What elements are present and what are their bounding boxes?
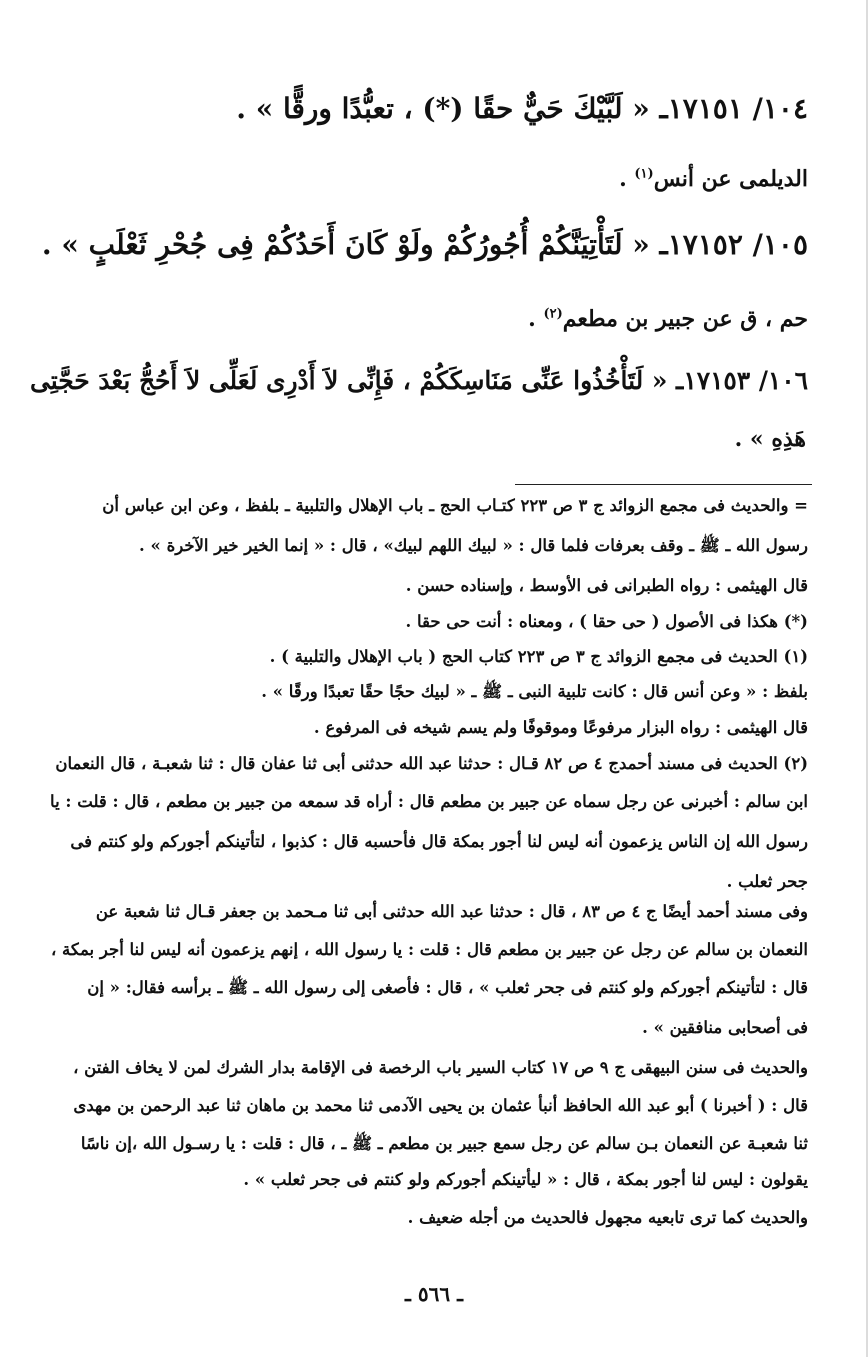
footnote-line: قال الهيثمى : رواه الطبرانى فى الأوسط ، وإسناده حسن . xyxy=(405,576,808,595)
footnote-line: والحديث فى سنن البيهقى ج ٩ ص ١٧ كتاب السير باب الرخصة فى الإقامة بدار الشرك لمن لا يخاف الفتن ، xyxy=(73,1058,808,1077)
footnote-ref: (٢) xyxy=(543,306,563,322)
source-text: الديلمى عن أنس xyxy=(653,166,808,192)
footnote-line: ابن سالم : أخبرنى عن رجل سماه عن جبير بن مطعم قال : أراه قد سمعه من جبير بن مطعم ، قال : قلت : يا xyxy=(50,792,808,811)
footnote-line: رسول الله إن الناس يزعمون أنه ليس لنا أجور بمكة قال فأحسبه قال : كذبوا ، لتأتينكم أجوركم ولو كنتم فى xyxy=(70,832,808,851)
footnote-line: بلفظ : « وعن أنس قال : كانت تلبية النبى ـ ﷺ ـ « لبيك حجًا حقًا تعبدًا ورقًا » . xyxy=(261,682,808,701)
hadith-text: ١٠٤/ ١٧١٥١ـ « لَبَّيْكَ حَيٌّ حقًا (*) ، تعبُّدًا ورقًّا » . xyxy=(236,92,808,125)
hadith-text: ١٠٥/ ١٧١٥٢ـ « لَتَأْتِيَنَّكُمْ أُجُورُكُمْ ولَوْ كَانَ أَحَدُكُمْ فِى جُحْرِ ثَعْلَبٍ » . xyxy=(41,228,808,261)
hadith-entry-105 xyxy=(42,228,808,261)
source-end: . xyxy=(528,306,544,332)
footnote-line: رسول الله ـ ﷺ ـ وقف بعرفات فلما قال : « لبيك اللهم لبيك» ، قال : « إنما الخير خير الآخرة » . xyxy=(139,536,808,555)
footnote-line: ثنا شعبـة عن النعمان بـن سالم عن رجل سمع جبير بن مطعم ـ ﷺ ـ ، قال : قلت : يا رسـول الله ،إن ناسًا xyxy=(80,1134,808,1153)
footnote-ref: (١) xyxy=(634,166,654,182)
footnote-line: يقولون : ليس لنا أجور بمكة ، قال : « ليأتينكم أجوركم ولو كنتم فى جحر ثعلب » . xyxy=(243,1170,808,1189)
footnote-line: وفى مسند أحمد أيضًا ج ٤ ص ٨٣ ، قال : حدثنا عبد الله حدثنى أبى ثنا مـحمد بن جعفر قـال ثنا شعبة عن xyxy=(95,902,808,921)
footnote-line: قال : لتأتينكم أجوركم ولو كنتم فى جحر ثعلب » ، قال : فأصغى إلى رسول الله ـ ﷺ ـ برأسه فقال: « إن xyxy=(87,978,808,997)
footnote-line: (١) الحديث فى مجمع الزوائد ج ٣ ص ٢٢٣ كتاب الحج ( باب الإهلال والتلبية ) . xyxy=(269,647,808,666)
hadith-text: ١٠٦/ ١٧١٥٣ـ « لَتَأْخُذُوا عَنِّى مَنَاسِكَكُمْ ، فَإِنِّى لاَ أَدْرِى لَعَلِّى لاَ أَحُجُّ بَعْدَ حَجَّتِى xyxy=(29,366,808,395)
hadith-entry-104 xyxy=(236,92,808,125)
footnote-line: النعمان بن سالم عن رجل عن جبير بن مطعم قال : قلت : يا رسول الله ، إنهم يزعمون أنه ليس لنا أجر بمكة ، xyxy=(50,940,808,959)
footnote-line: (*) هكذا فى الأصول ( حى حقا ) ، ومعناه : أنت حى حقا . xyxy=(405,612,808,631)
hadith-text: هَذِهِ » . xyxy=(734,426,806,452)
footnote-separator xyxy=(515,484,812,485)
footnote-line: فى أصحابى منافقين » . xyxy=(642,1018,808,1037)
footnote-line: = والحديث فى مجمع الزوائد ج ٣ ص ٢٢٣ كتـاب الحج ـ باب الإهلال والتلبية ـ بلفظ ، وعن ابن عباس أن xyxy=(102,496,808,515)
source-end: . xyxy=(619,166,635,192)
hadith-source-104 xyxy=(619,166,808,192)
footnote-line: قال الهيثمى : رواه البزار مرفوعًا وموقوفًا ولم يسم شيخه فى المرفوع . xyxy=(313,718,808,737)
footnote-line: (٢) الحديث فى مسند أحمدج ٤ ص ٨٢ قـال : حدثنا عبد الله حدثنى أبى ثنا عفان قال : ثنا شعبـة ، قال النعمان xyxy=(55,754,808,773)
hadith-entry-106 xyxy=(30,366,808,395)
hadith-entry-106-continued xyxy=(735,426,806,452)
footnote-line: جحر ثعلب . xyxy=(726,872,808,891)
hadith-source-105 xyxy=(528,306,808,332)
source-text: حم ، ق عن جبير بن مطعم xyxy=(562,306,808,332)
footnote-line: قال : ( أخبرنا ) أبو عبد الله الحافظ أنبأ عثمان بن يحيى الآدمى ثنا محمد بن ماهان ثنا عبد الرحمن بن مهدى xyxy=(73,1096,808,1115)
footnote-line: والحديث كما ترى تابعيه مجهول فالحديث من أجله ضعيف . xyxy=(407,1208,808,1227)
page-number: ـ ٥٦٦ ـ xyxy=(405,1282,463,1306)
